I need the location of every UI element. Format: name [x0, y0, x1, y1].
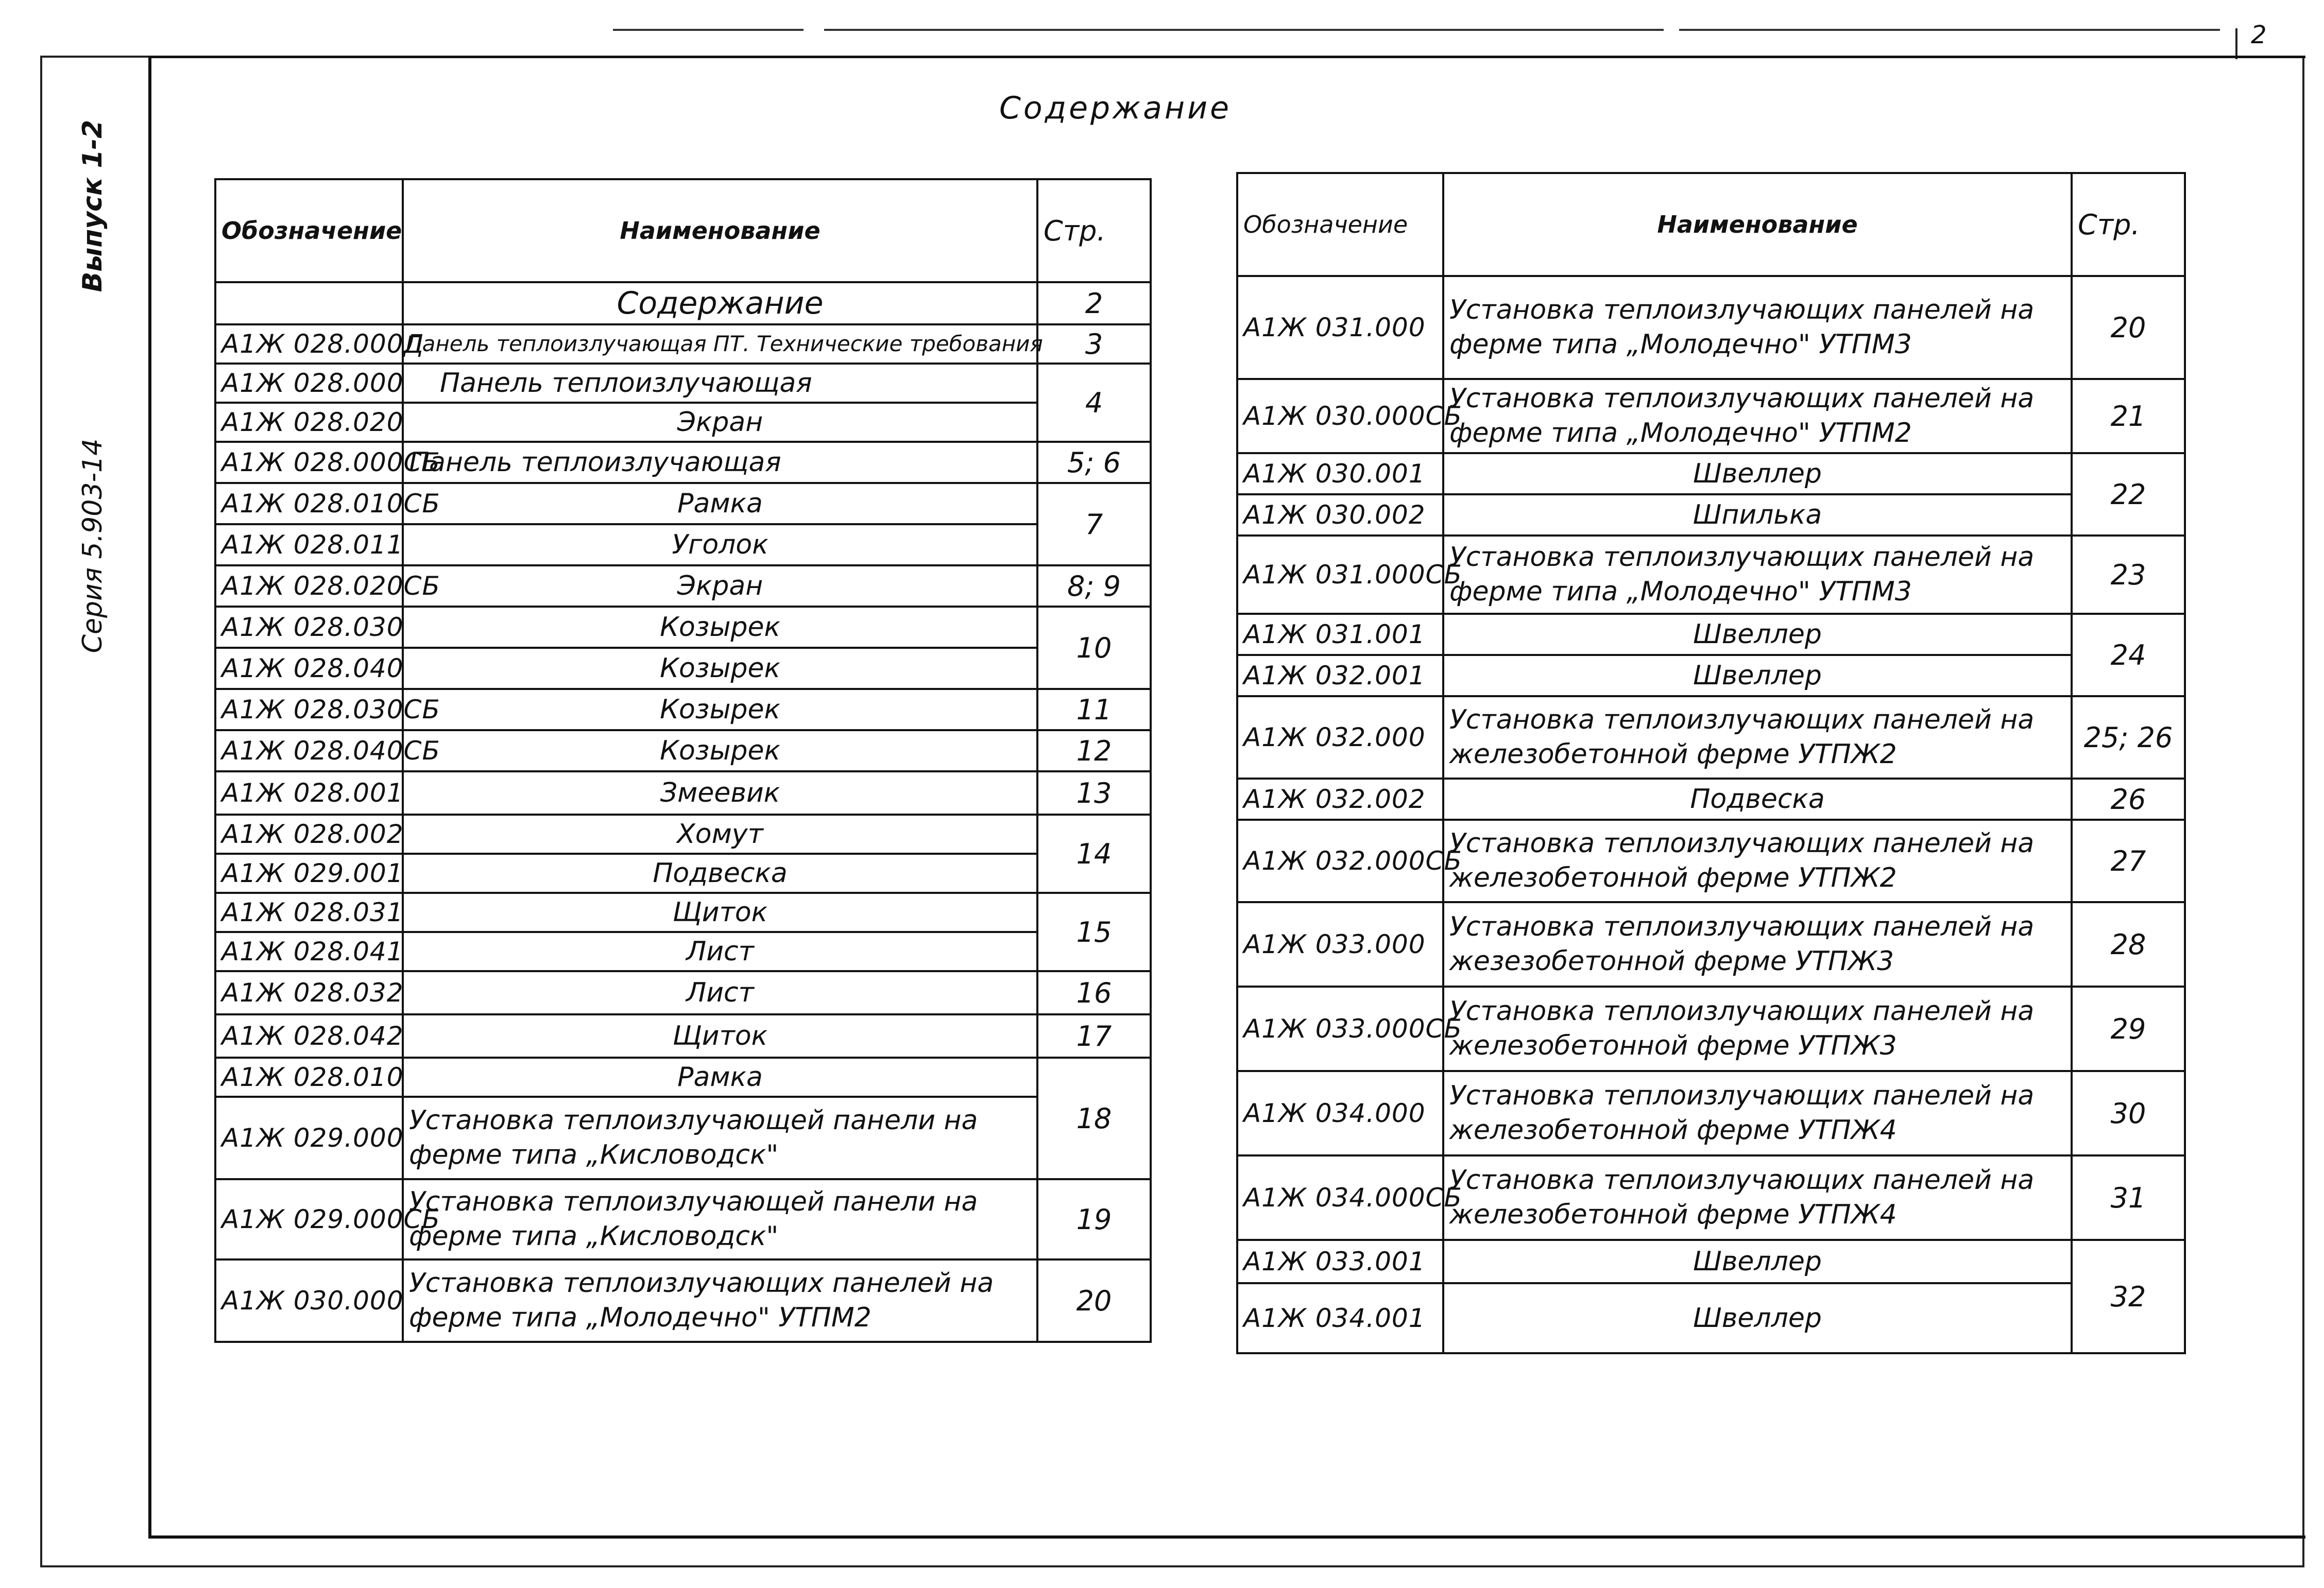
- row-name: Установка теплоизлучающих панелей на железобетонной ферме УТПЖ2: [1443, 820, 2072, 902]
- table-row: [1237, 655, 2185, 696]
- row-name: Швеллер: [1443, 1283, 2072, 1353]
- row-code: А1Ж 031.001: [1237, 614, 1443, 655]
- table-header-row: [1237, 173, 2185, 276]
- column-header-code: Обозначение: [1237, 173, 1443, 276]
- row-code: А1Ж 032.001: [1237, 655, 1443, 696]
- page-title: Содержание: [999, 90, 1232, 126]
- row-code: А1Ж 028.040: [215, 648, 403, 689]
- row-code: А1Ж 028.040СБ: [215, 730, 403, 771]
- table-row: [1237, 1071, 2185, 1155]
- row-name: Швеллер: [1443, 453, 2072, 494]
- row-name: Панель теплоизлучающая ПТ. Технические требования: [403, 324, 1037, 364]
- row-name: Установка теплоизлучающих панелей на ферме типа „Молодечно" УТПМ3: [1443, 536, 2072, 614]
- row-name: Щиток: [403, 893, 1037, 932]
- row-code: А1Ж 028.011: [215, 524, 403, 565]
- row-code: А1Ж 033.001: [1237, 1240, 1443, 1283]
- table-row: [1237, 453, 2185, 494]
- row-name: Козырек: [403, 648, 1037, 689]
- row-code: А1Ж 031.000: [1237, 276, 1443, 379]
- row-name: Экран: [403, 565, 1037, 607]
- row-name: Швеллер: [1443, 1240, 2072, 1283]
- row-code: А1Ж 028.000: [215, 364, 403, 403]
- table-row: [215, 815, 1151, 854]
- row-name: Лист: [403, 932, 1037, 971]
- table-row: [215, 1058, 1151, 1097]
- row-name: Щиток: [403, 1014, 1037, 1058]
- row-page: 25; 26: [2072, 696, 2185, 779]
- row-name: Панель теплоизлучающая: [403, 364, 1037, 403]
- row-code: А1Ж 033.000: [1237, 902, 1443, 987]
- row-page: 18: [1037, 1058, 1151, 1179]
- row-name: Установка теплоизлучающих панелей на железобетонной ферме УТПЖ4: [1443, 1071, 2072, 1155]
- row-name: Установка теплоизлучающих панелей на железобетонной ферме УТПЖ4: [1443, 1155, 2072, 1240]
- row-name: Установка теплоизлучающих панелей на железобетонной ферме УТПЖ2: [1443, 696, 2072, 779]
- table-row: [215, 403, 1151, 442]
- row-code: А1Ж 031.000СБ: [1237, 536, 1443, 614]
- row-name: Лист: [403, 971, 1037, 1014]
- table-row: [1237, 379, 2185, 453]
- top-rule-1: [613, 29, 804, 31]
- table-row: [215, 1014, 1151, 1058]
- row-code: [215, 282, 403, 324]
- top-rule-3: [1679, 29, 2220, 31]
- row-code: А1Ж 029.000СБ: [215, 1179, 403, 1259]
- row-code: А1Ж 028.030: [215, 607, 403, 648]
- column-header-page: Стр.: [1037, 179, 1151, 282]
- table-row: [215, 1259, 1151, 1342]
- table-row: [215, 442, 1151, 483]
- row-code: А1Ж 028.002: [215, 815, 403, 854]
- row-code: А1Ж 028.042: [215, 1014, 403, 1058]
- table-row: [215, 932, 1151, 971]
- row-code: А1Ж 028.020: [215, 403, 403, 442]
- row-page: 16: [1037, 971, 1151, 1014]
- row-page: 20: [1037, 1259, 1151, 1342]
- row-page: 8; 9: [1037, 565, 1151, 607]
- row-page: 10: [1037, 607, 1151, 689]
- row-code: А1Ж 029.001: [215, 854, 403, 893]
- row-name: Подвеска: [1443, 779, 2072, 820]
- column-header-page: Стр.: [2072, 173, 2185, 276]
- row-code: А1Ж 030.000: [215, 1259, 403, 1342]
- row-code: А1Ж 030.001: [1237, 453, 1443, 494]
- row-page: 5; 6: [1037, 442, 1151, 483]
- row-page: 24: [2072, 614, 2185, 696]
- table-row: [1237, 1283, 2185, 1353]
- contents-table-left: [214, 178, 1152, 1343]
- row-page: 23: [2072, 536, 2185, 614]
- row-code: А1Ж 028.010СБ: [215, 483, 403, 524]
- table-row: [215, 324, 1151, 364]
- row-code: А1Ж 032.000: [1237, 696, 1443, 779]
- column-header-code: Обозначение: [215, 179, 403, 282]
- row-code: А1Ж 028.030СБ: [215, 689, 403, 730]
- table-row: [215, 483, 1151, 524]
- row-page: 27: [2072, 820, 2185, 902]
- row-name: Змеевик: [403, 771, 1037, 815]
- row-code: А1Ж 028.032: [215, 971, 403, 1014]
- table-row: [215, 1097, 1151, 1179]
- table-row: [215, 607, 1151, 648]
- table-row: [1237, 494, 2185, 536]
- row-name: Хомут: [403, 815, 1037, 854]
- issue-label: Выпуск 1-2: [77, 119, 108, 292]
- row-name: Экран: [403, 403, 1037, 442]
- row-name: Рамка: [403, 483, 1037, 524]
- row-code: А1Ж 028.031: [215, 893, 403, 932]
- page-number-tick: [2235, 28, 2237, 59]
- table-row: [1237, 614, 2185, 655]
- row-name: Рамка: [403, 1058, 1037, 1097]
- row-page: 20: [2072, 276, 2185, 379]
- row-page: 7: [1037, 483, 1151, 565]
- table-row: [215, 730, 1151, 771]
- row-page: 22: [2072, 453, 2185, 536]
- column-header-name: Наименование: [1443, 173, 2072, 276]
- table-row: [215, 854, 1151, 893]
- row-page: 2: [1037, 282, 1151, 324]
- top-rule-2: [824, 29, 1664, 31]
- row-page: 26: [2072, 779, 2185, 820]
- row-code: А1Ж 028.000Д: [215, 324, 403, 364]
- row-name: Козырек: [403, 607, 1037, 648]
- row-code: А1Ж 033.000СБ: [1237, 987, 1443, 1071]
- column-header-name: Наименование: [403, 179, 1037, 282]
- table-row: [1237, 987, 2185, 1071]
- row-name: Швеллер: [1443, 655, 2072, 696]
- row-name: Установка теплоизлучающей панели на ферме типа „Кисловодск": [403, 1179, 1037, 1259]
- row-name: Шпилька: [1443, 494, 2072, 536]
- row-page: 32: [2072, 1240, 2185, 1353]
- row-page: 3: [1037, 324, 1151, 364]
- row-code: А1Ж 034.000: [1237, 1071, 1443, 1155]
- row-page: 11: [1037, 689, 1151, 730]
- row-code: А1Ж 028.010: [215, 1058, 403, 1097]
- row-name: Установка теплоизлучающих панелей на жезезобетонной ферме УТПЖ3: [1443, 902, 2072, 987]
- table-row: [215, 893, 1151, 932]
- row-name: Козырек: [403, 689, 1037, 730]
- table-row: [1237, 696, 2185, 779]
- row-code: А1Ж 034.001: [1237, 1283, 1443, 1353]
- page-number: 2: [2251, 21, 2267, 49]
- table-row: [215, 524, 1151, 565]
- row-page: 28: [2072, 902, 2185, 987]
- row-page: 30: [2072, 1071, 2185, 1155]
- table-row: [215, 282, 1151, 324]
- table-row: [1237, 779, 2185, 820]
- table-header-row: [215, 179, 1151, 282]
- table-row: [1237, 820, 2185, 902]
- table-row: [215, 565, 1151, 607]
- row-page: 21: [2072, 379, 2185, 453]
- row-page: 14: [1037, 815, 1151, 893]
- row-code: А1Ж 029.000: [215, 1097, 403, 1179]
- table-row: [1237, 536, 2185, 614]
- row-name: Уголок: [403, 524, 1037, 565]
- table-row: [215, 1179, 1151, 1259]
- table-row: [1237, 1155, 2185, 1240]
- row-page: 15: [1037, 893, 1151, 971]
- row-page: 17: [1037, 1014, 1151, 1058]
- row-code: А1Ж 030.000СБ: [1237, 379, 1443, 453]
- series-label: Серия 5.903-14: [77, 438, 108, 653]
- table-row: [1237, 1240, 2185, 1283]
- row-page: 19: [1037, 1179, 1151, 1259]
- row-name: Подвеска: [403, 854, 1037, 893]
- table-row: [215, 648, 1151, 689]
- row-name: Швеллер: [1443, 614, 2072, 655]
- row-page: 31: [2072, 1155, 2185, 1240]
- row-code: А1Ж 034.000СБ: [1237, 1155, 1443, 1240]
- row-page: 29: [2072, 987, 2185, 1071]
- row-page: 12: [1037, 730, 1151, 771]
- row-name: Установка теплоизлучающих панелей на ферме типа „Молодечно" УТПМ2: [1443, 379, 2072, 453]
- row-name: Установка теплоизлучающих панелей на ферме типа „Молодечно" УТПМ3: [1443, 276, 2072, 379]
- contents-table-right: [1236, 172, 2186, 1354]
- table-row: [1237, 276, 2185, 379]
- row-name: Панель теплоизлучающая: [403, 442, 1037, 483]
- row-name: Установка теплоизлучающей панели на ферме типа „Кисловодск": [403, 1097, 1037, 1179]
- row-name: Козырек: [403, 730, 1037, 771]
- row-code: А1Ж 028.000СБ: [215, 442, 403, 483]
- row-code: А1Ж 030.002: [1237, 494, 1443, 536]
- table-row: [215, 971, 1151, 1014]
- row-code: А1Ж 028.020СБ: [215, 565, 403, 607]
- row-name: Содержание: [403, 282, 1037, 324]
- table-row: [215, 364, 1151, 403]
- row-page: 13: [1037, 771, 1151, 815]
- row-name: Установка теплоизлучающих панелей на железобетонной ферме УТПЖ3: [1443, 987, 2072, 1071]
- row-name: Установка теплоизлучающих панелей на ферме типа „Молодечно" УТПМ2: [403, 1259, 1037, 1342]
- row-code: А1Ж 028.041: [215, 932, 403, 971]
- table-row: [215, 689, 1151, 730]
- row-page: 4: [1037, 364, 1151, 442]
- row-code: А1Ж 032.000СБ: [1237, 820, 1443, 902]
- row-code: А1Ж 032.002: [1237, 779, 1443, 820]
- row-code: А1Ж 028.001: [215, 771, 403, 815]
- table-row: [1237, 902, 2185, 987]
- table-row: [215, 771, 1151, 815]
